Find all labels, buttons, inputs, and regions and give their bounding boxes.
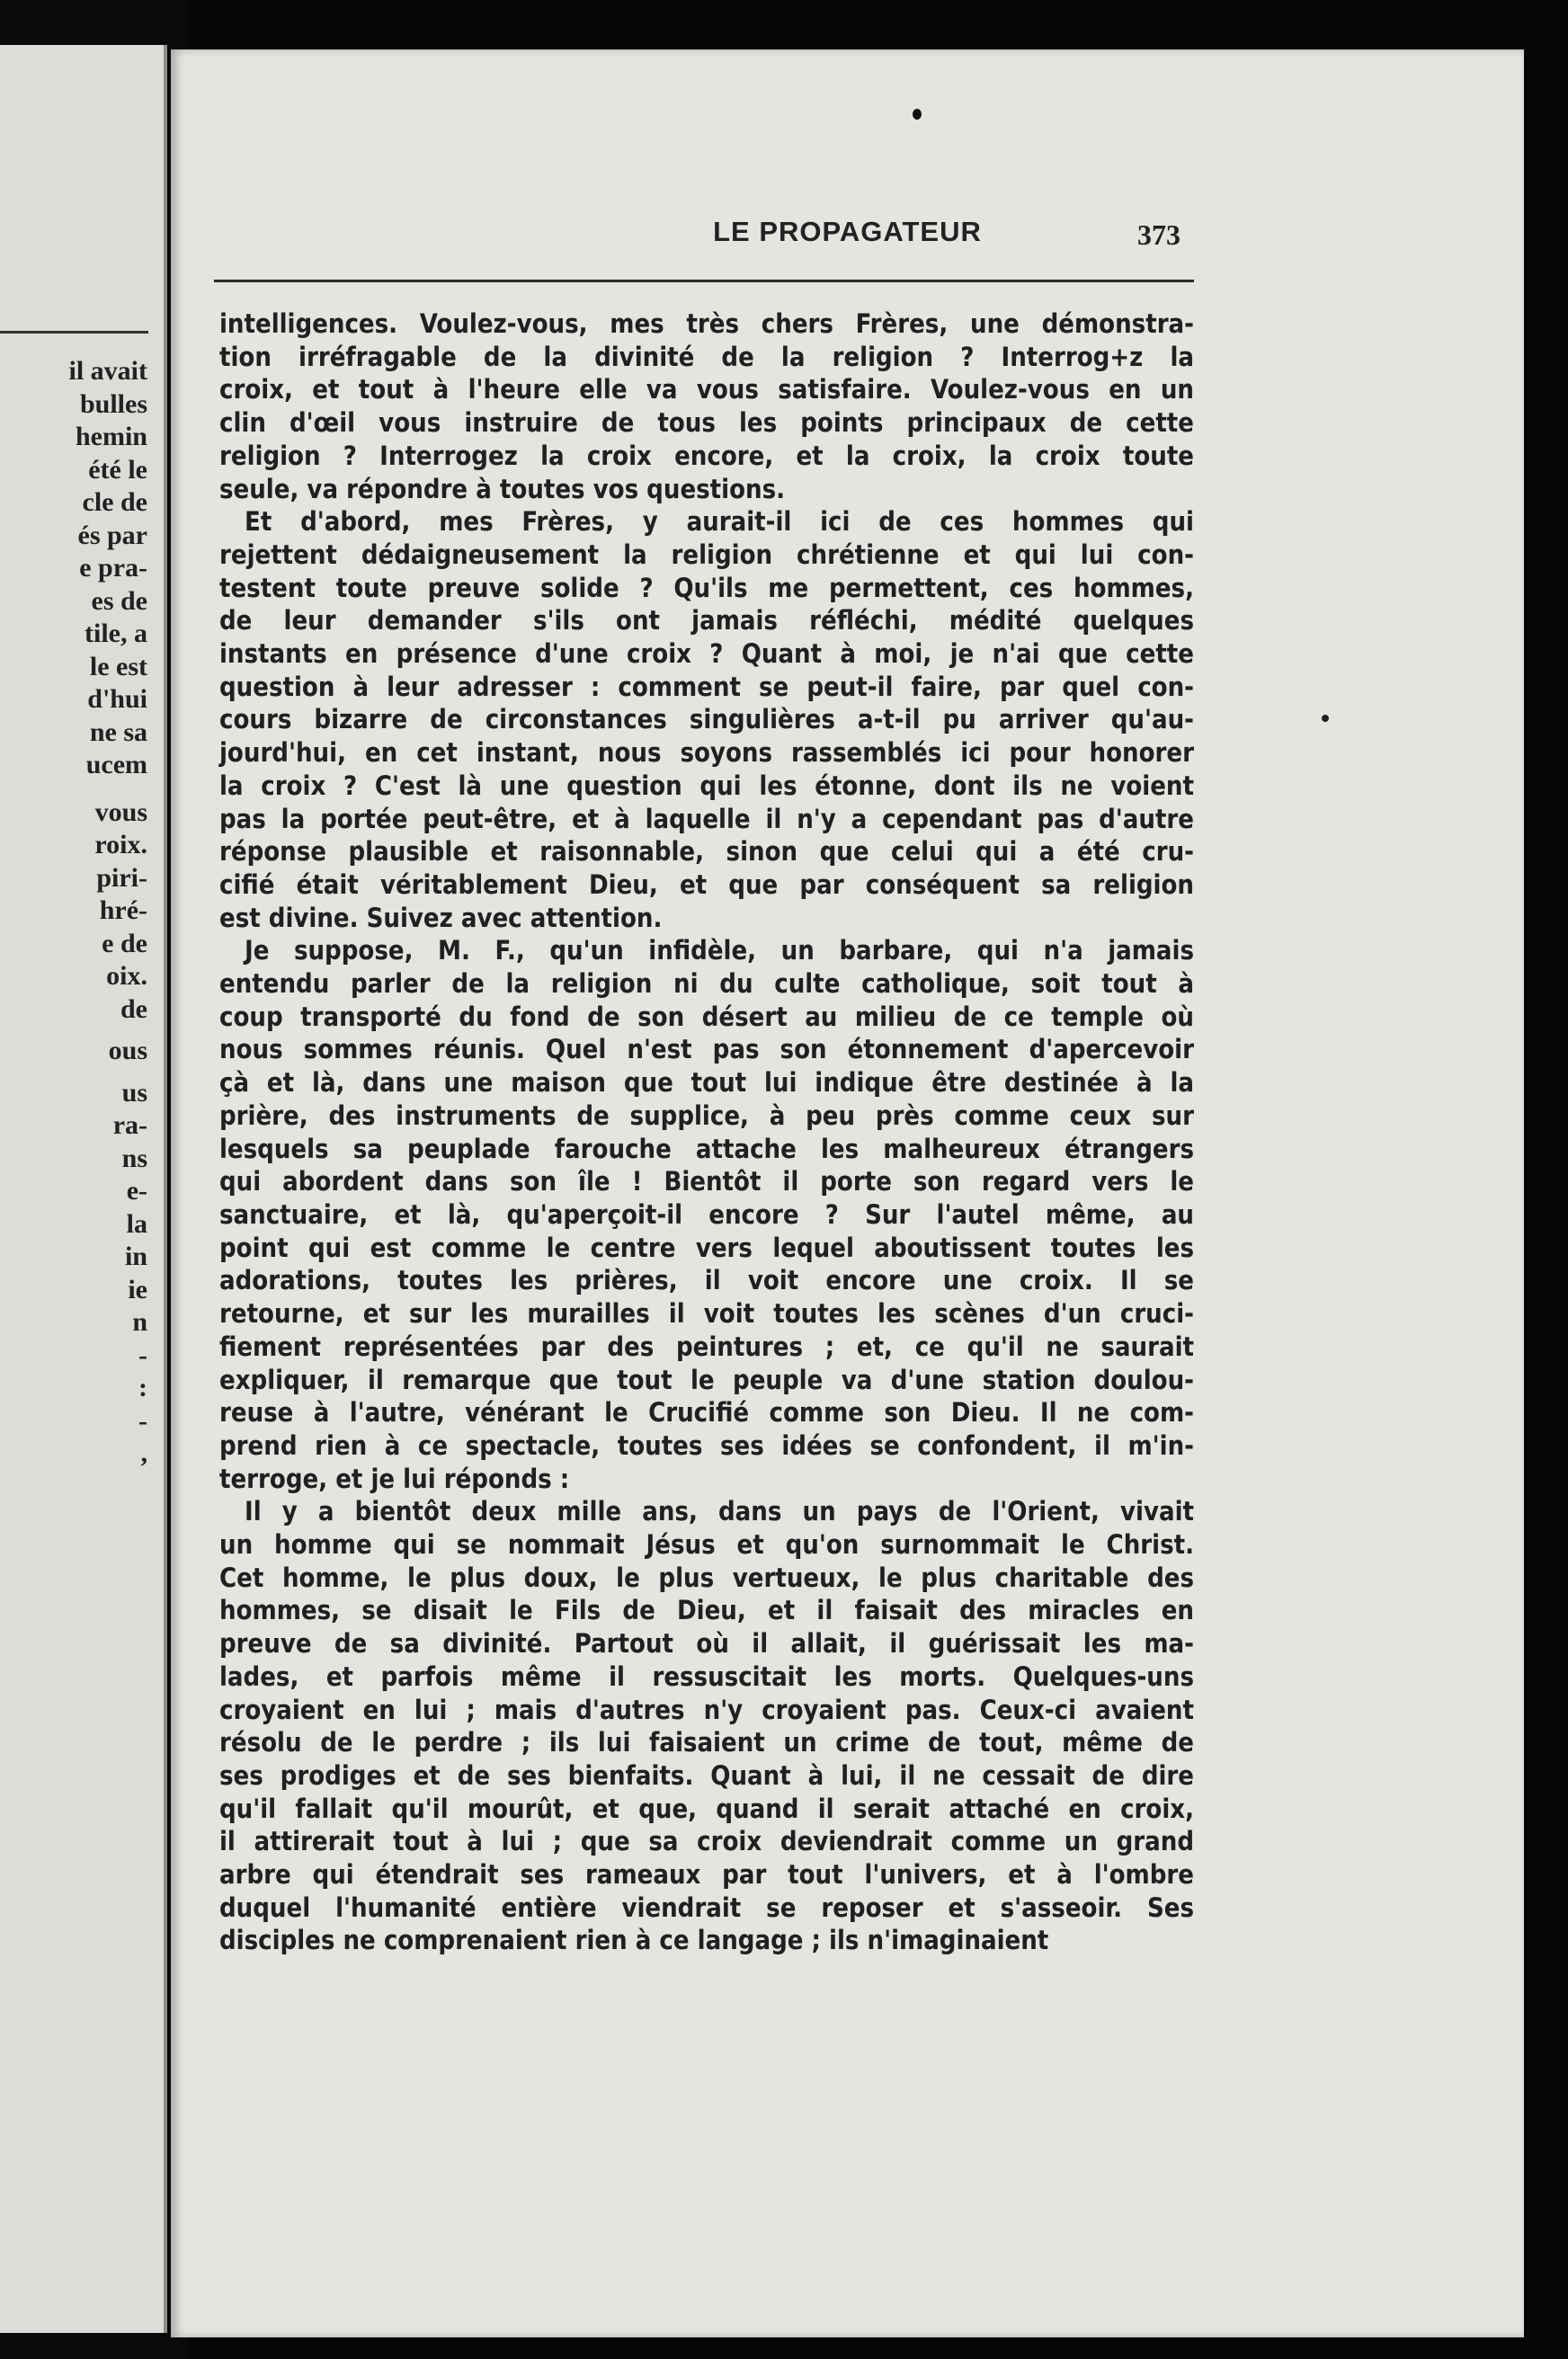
text-line: sanctuaire, et là, qu'aperçoit-il encore ? Sur l'autel même, au [219,1198,1194,1230]
previous-page-line: hemin [75,422,147,451]
text-line: terroge, et je lui réponds : [219,1463,570,1494]
previous-page-line: n [132,1307,147,1337]
text-line: est divine. Suivez avec attention. [219,902,663,933]
previous-page-line: bulles [79,388,147,419]
text-line: résolu de le perdre ; ils lui faisaient un crime de tout, même de [219,1727,1194,1758]
text-line: réponse plausible et raisonnable, sinon que celui qui a été cru- [219,836,1194,868]
paragraph [219,934,1194,1495]
text-line: prend rien à ce spectacle, toutes ses idées se confondent, il m'in- [219,1429,1194,1461]
text-line: tion irréfragable de la divinité de la religion ? Interrog+z la [219,341,1194,372]
previous-page-line: ns [121,1143,147,1173]
previous-page-line: e pra- [79,553,147,583]
text-line: la croix ? C'est là une question qui les étonne, dont ils ne voient [219,770,1194,801]
previous-page-line: ra- [112,1110,147,1140]
text-line: seule, va répondre à toutes vos questions. [219,473,786,504]
text-line: question à leur adresser : comment se peut-il faire, par quel con- [219,671,1194,702]
previous-page-line: : [138,1373,147,1402]
text-line: prière, des instruments de supplice, à peu près comme ceux sur [219,1099,1194,1131]
text-line: point qui est comme le centre vers lequel aboutissent toutes les [219,1232,1194,1263]
paragraph [219,505,1194,934]
text-line: Cet homme, le plus doux, le plus vertueux, le plus charitable des [219,1562,1194,1593]
previous-page-edge [0,45,167,2333]
previous-page-line: e de [102,928,147,958]
text-line: pas la portée peut-être, et à laquelle il n'y a cependant pas d'autre [219,803,1194,834]
text-line: qui abordent dans son île ! Bientôt il porte son regard vers le [219,1166,1194,1197]
previous-page-line: cle de [82,487,147,517]
previous-page-line: été le [88,454,147,485]
previous-page-line: roix. [94,830,147,859]
previous-page-line: vous [94,797,147,827]
text-line: adorations, toutes les prières, il voit encore une croix. Il se [219,1265,1194,1296]
previous-page-line: hré- [99,895,147,925]
text-line: ses prodiges et de ses bienfaits. Quant à lui, il ne cessait de dire [219,1759,1194,1791]
previous-page-line: ucem [85,750,147,779]
text-line: coup transporté du fond de son désert au milieu de ce temple où [219,1001,1194,1032]
text-line: cifié était véritablement Dieu, et que par conséquent sa religion [219,868,1194,900]
text-line: clin d'œil vous instruire de tous les points principaux de cette [219,407,1194,439]
paragraph [219,1495,1194,1957]
text-line: arbre qui étendrait ses rameaux par tout l'univers, et à l'ombre [219,1859,1194,1891]
previous-page-line: il avait [68,356,147,386]
previous-page-line: in [124,1242,147,1271]
header-rule [214,280,1194,282]
text-line: il attirerait tout à lui ; que sa croix deviendrait comme un grand [219,1826,1194,1857]
text-line: retourne, et sur les murailles il voit toutes les scènes d'un cruci- [219,1298,1194,1330]
previous-page-line: de [120,993,147,1024]
text-line: reuse à l'autre, vénérant le Crucifié comme son Dieu. Il ne com- [219,1397,1194,1429]
print-mark [913,109,922,120]
text-line: disciples ne comprenaient rien à ce langage ; ils n'imaginaient [219,1925,1049,1956]
text-line: çà et là, dans une maison que tout lui indique être destinée à la [219,1067,1194,1099]
text-line: qu'il fallait qu'il mourût, et que, quand il serait attaché en croix, [219,1793,1194,1824]
text-line: preuve de sa divinité. Partout où il allait, il guérissait les ma- [219,1628,1194,1660]
text-line: intelligences. Voulez-vous, mes très chers Frères, une démonstra- [219,308,1194,339]
text-line: instants en présence d'une croix ? Quant à moi, je n'ai que cette [219,638,1194,670]
text-line: religion ? Interrogez la croix encore, et la croix, la croix toute [219,440,1194,471]
previous-page-line: d'hui [87,684,147,714]
text-line: croix, et tout à l'heure elle va vous satisfaire. Voulez-vous en un [219,374,1194,405]
text-line: croyaient en lui ; mais d'autres n'y croyaient pas. Ceux-ci avaient [219,1694,1194,1725]
page-number: 373 [1137,218,1180,251]
previous-page-line: ie [128,1274,147,1304]
previous-page-line: ne sa [89,717,147,747]
previous-page-line: es de [91,585,147,616]
previous-page-line: piri- [96,862,147,893]
body-text [219,307,1194,1957]
text-line: cours bizarre de circonstances singulières a-t-il pu arriver qu'au- [219,704,1194,735]
text-line: nous sommes réunis. Quel n'est pas son étonnement d'apercevoir [219,1034,1194,1065]
previous-page-line: le est [89,651,147,681]
previous-page-rule [0,331,148,334]
text-line: expliquer, il remarque que tout le peuple va d'une station doulou- [219,1364,1194,1395]
text-line: fiement représentées par des peintures ; et, ce qu'il ne saurait [219,1331,1194,1362]
previous-page-line: e- [126,1176,147,1206]
text-line: testent toute preuve solide ? Qu'ils me permettent, ces hommes, [219,572,1194,603]
text-line: Et d'abord, mes Frères, y aurait-il ici de ces hommes qui [245,506,1194,538]
previous-page-line: - [138,1340,147,1370]
speck-mark [1322,715,1329,722]
previous-page-line: ous [108,1036,147,1065]
text-line: lesquels sa peuplade farouche attache les malheureux étrangers [219,1133,1194,1164]
previous-page-line: és par [77,520,147,550]
text-line: duquel l'humanité entière viendrait se reposer et s'asseoir. Ses [219,1892,1194,1923]
text-line: rejettent dédaigneusement la religion chrétienne et qui lui con- [219,539,1194,570]
running-header: LE PROPAGATEUR [713,216,982,247]
text-line: hommes, se disait le Fils de Dieu, et il faisait des miracles en [219,1595,1194,1626]
previous-page-line: oix. [106,961,147,991]
previous-page-line: , [140,1438,147,1468]
previous-page-line: la [126,1208,147,1239]
text-line: lades, et parfois même il ressuscitait les morts. Quelques-uns [219,1660,1194,1692]
text-line: entendu parler de la religion ni du culte catholique, soit tout à [219,968,1194,1000]
text-line: Il y a bientôt deux mille ans, dans un pays de l'Orient, vivait [245,1496,1194,1527]
previous-page-line: tile, a [85,619,147,648]
text-line: Je suppose, M. F., qu'un infidèle, un barbare, qui n'a jamais [245,935,1194,966]
text-line: de leur demander s'ils ont jamais réfléchi, médité quelques [219,605,1194,636]
paragraph [219,307,1194,505]
previous-page-line: us [121,1077,147,1108]
previous-page-line: - [138,1405,147,1436]
previous-page-text [69,355,148,1471]
text-line: jourd'hui, en cet instant, nous soyons rassemblés ici pour honorer [219,737,1194,769]
book-page [171,49,1524,2337]
text-line: un homme qui se nommait Jésus et qu'on surnommait le Christ. [219,1529,1194,1561]
